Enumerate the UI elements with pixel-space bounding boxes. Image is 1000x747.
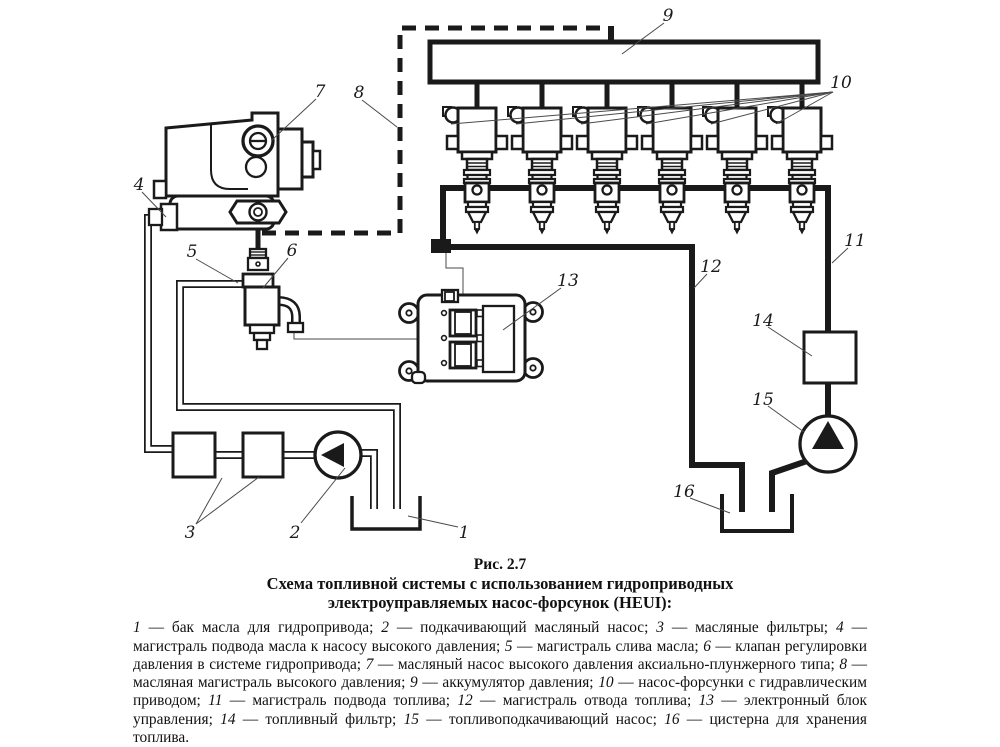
figure-title-line2: электроуправляемых насос-форсунок (HEUI): [327, 593, 673, 613]
oil-filter-2 [243, 433, 283, 477]
injector-1 [443, 80, 507, 235]
injector-5 [703, 80, 767, 235]
oil-feed-pump [315, 432, 361, 478]
return-line-junction [431, 239, 451, 253]
figure-caption [0, 556, 1000, 747]
fuel-lift-pump [800, 416, 856, 472]
callout-6: 6 [286, 241, 298, 261]
injector-3 [573, 80, 637, 235]
callout-7: 7 [314, 82, 326, 102]
callout-9: 9 [662, 6, 674, 26]
fuel-filter [804, 332, 856, 383]
callout-1: 1 [458, 523, 470, 543]
callout-15: 15 [752, 390, 774, 410]
injectors [443, 80, 832, 235]
oil-tank [352, 496, 420, 529]
figure-number: Рис. 2.7 [473, 556, 527, 573]
figure-legend: 1 — бак масла для гидропривода; 2 — подкачивающий масляный насос; 3 — масляные фильтры; 4 — магистраль подвода масла к насосу высокого давления; 5 — магистраль слива масла; 6 — клапан регулировки давления в системе гидропривода; 7 — масляный насос высокого давления аксиально-плунжерного типа; 8 — масляная магистраль высокого давления; 9 — аккумулятор давления; 10 — насос-форсунки с гидравлическим приводом; 11 — магистраль подвода топлива; 12 — магистраль отвода топлива; 13 — электронный блок управления; 14 — топливный фильтр; 15 — топливоподкачивающий насос; 16 — цистерна для хранения топлива. [133, 619, 868, 747]
oil-supply-line-4 [148, 218, 173, 449]
callout-4: 4 [133, 175, 145, 195]
callout-2: 2 [289, 523, 301, 543]
callout-13: 13 [557, 271, 579, 291]
callout-3: 3 [184, 523, 196, 543]
callout-14: 14 [752, 311, 774, 331]
ecu [400, 290, 543, 383]
injector-2 [508, 80, 572, 235]
injector-4 [638, 80, 702, 235]
fuel-tank [722, 494, 792, 531]
callout-12: 12 [700, 257, 722, 277]
callout-11: 11 [844, 231, 866, 251]
oil-filter-1 [173, 433, 215, 477]
callout-8: 8 [353, 83, 365, 103]
injector-6 [768, 80, 832, 235]
callout-16: 16 [673, 482, 695, 502]
figure-title-line1: Схема топливной системы с использованием гидроприводных [266, 574, 734, 593]
fuel-suction-pipe [772, 461, 807, 512]
callout-5: 5 [186, 242, 198, 262]
pressure-accumulator [430, 42, 818, 82]
callout-10: 10 [830, 73, 852, 93]
